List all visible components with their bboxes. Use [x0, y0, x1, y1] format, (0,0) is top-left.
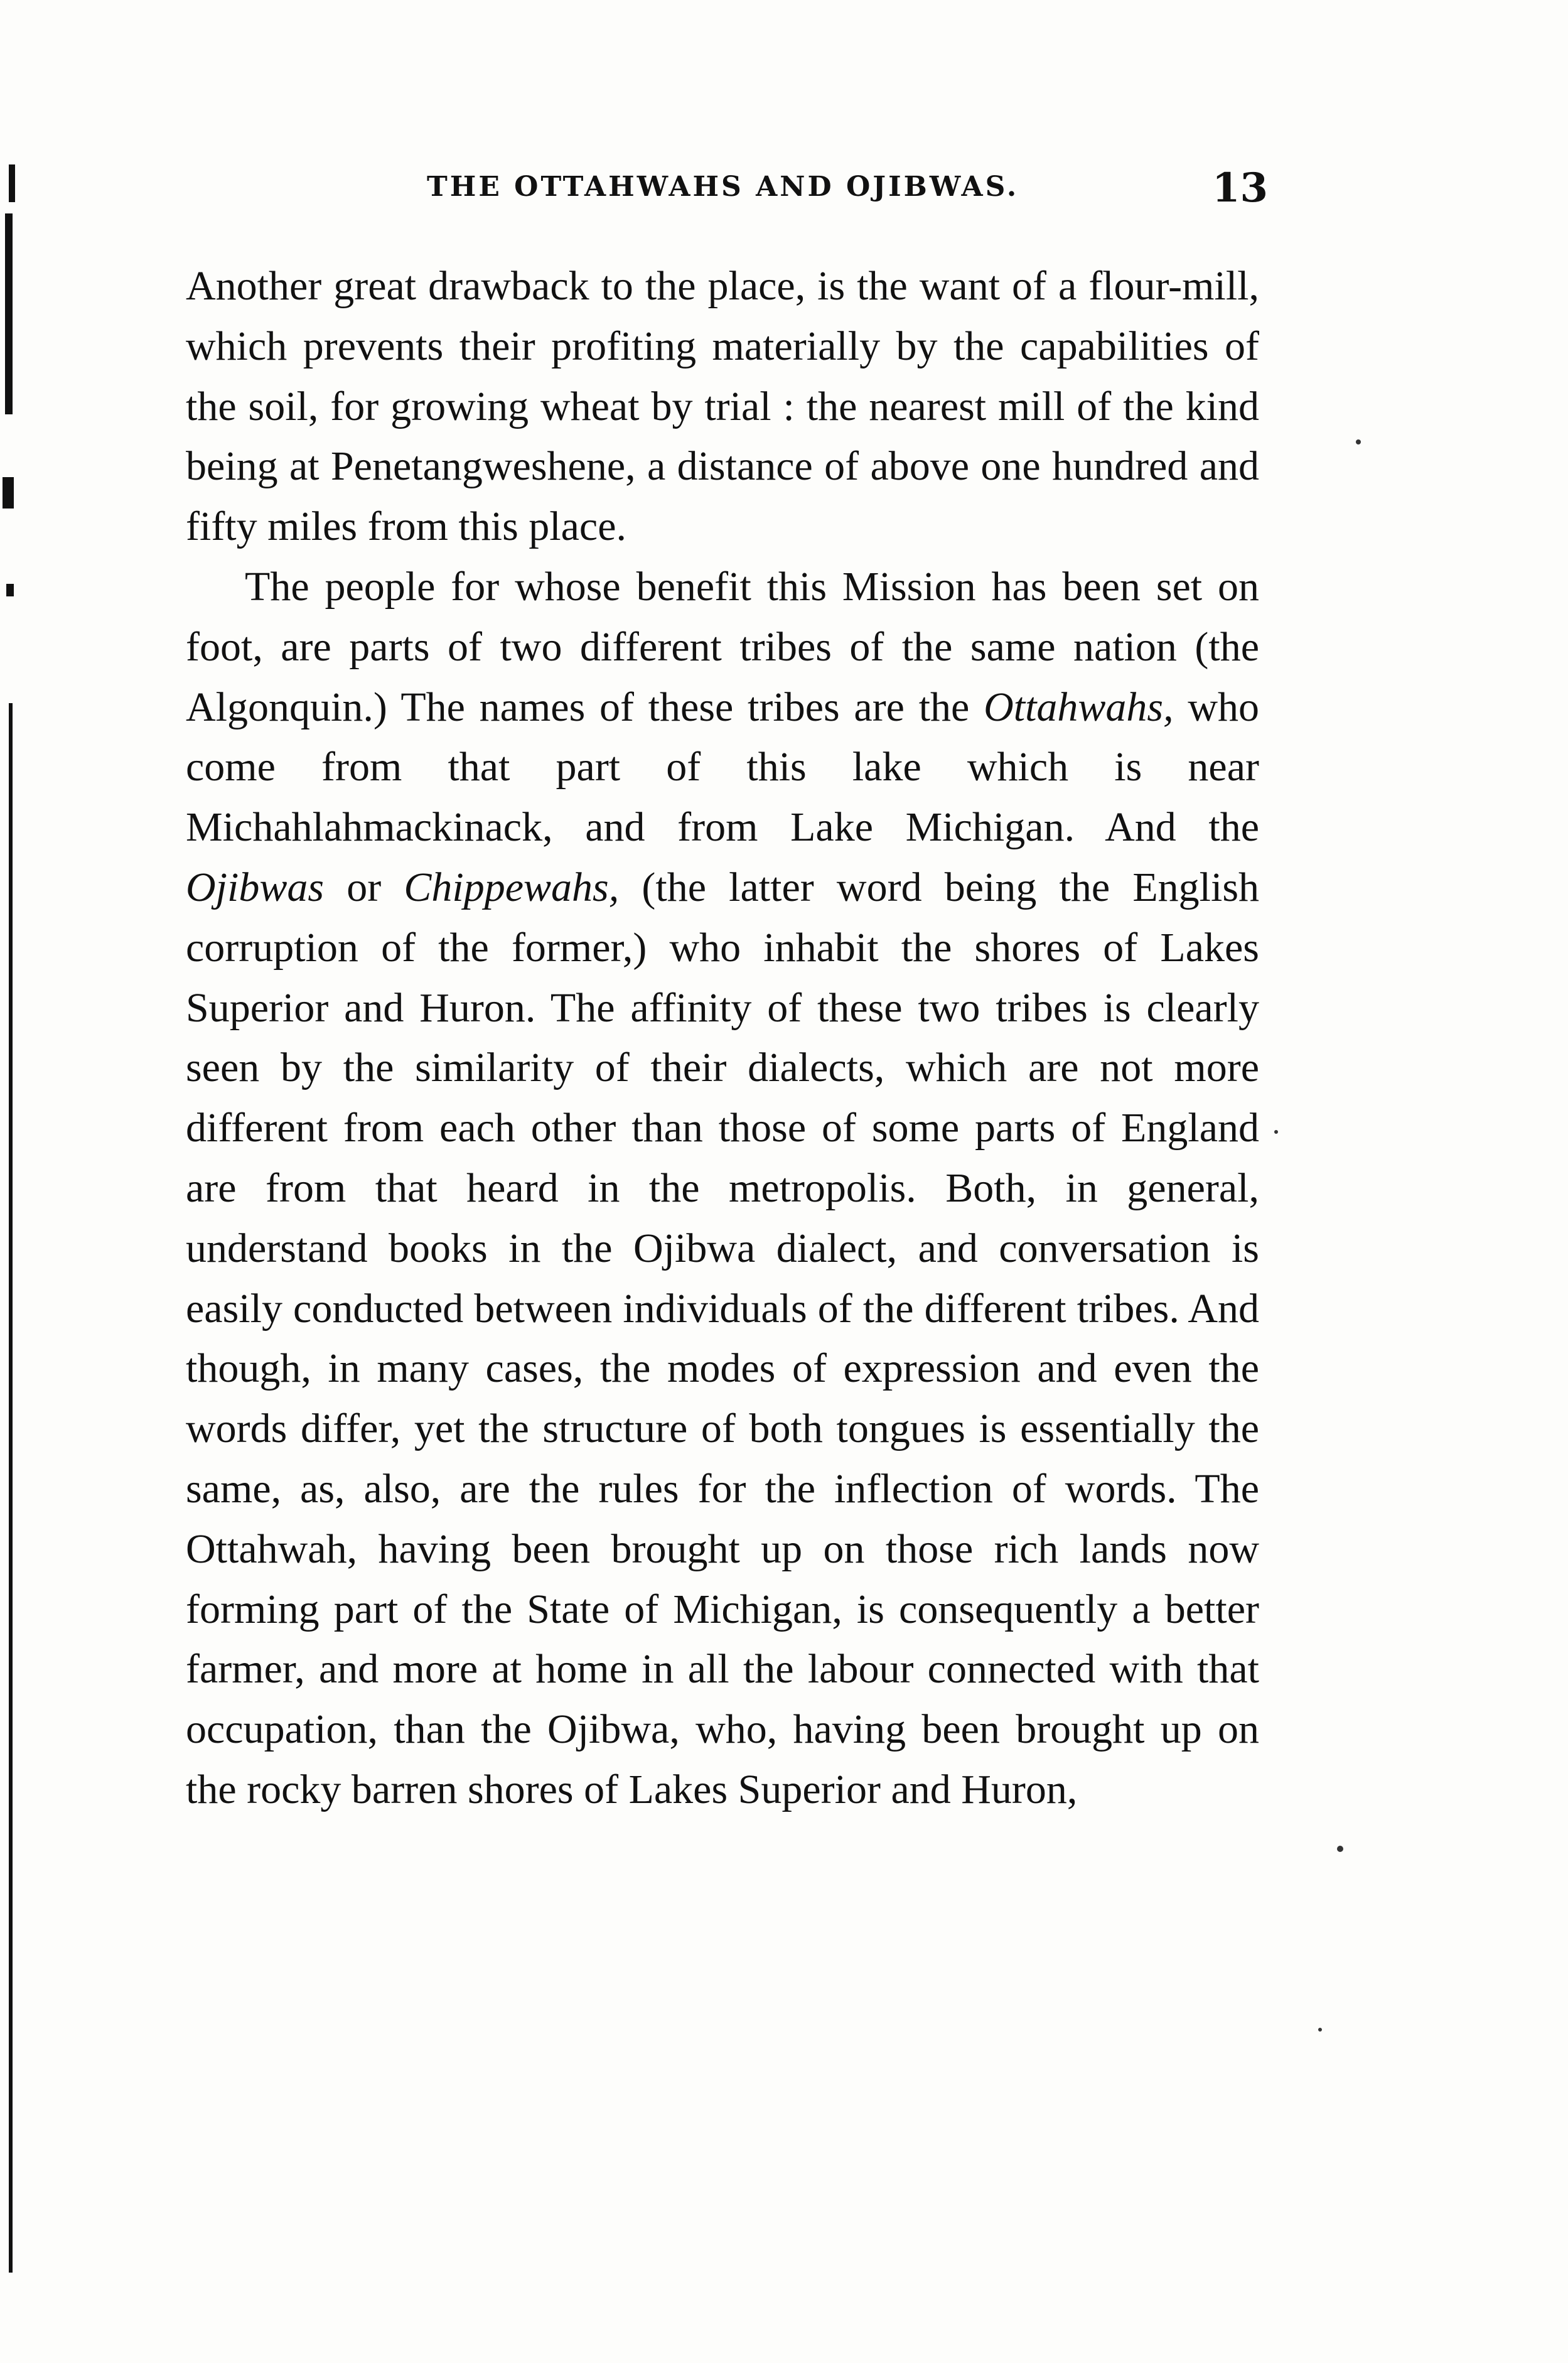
- margin-scan-mark: [5, 213, 13, 414]
- margin-scan-mark: [3, 477, 14, 509]
- text-run: Another great drawback to the place, is the want of a flour-mill, which prevents their profiting materially by the capabilities of the soil, for growing wheat by trial : the nearest mill of the kind being at Penetangweshene, a distance of above one hundred and fifty miles from this place.: [186, 263, 1259, 550]
- page-header: [188, 164, 1268, 221]
- text-run: or: [324, 864, 404, 910]
- margin-speck: [1318, 2028, 1322, 2032]
- page-number: 13: [1211, 164, 1268, 212]
- italic-term: Ojibwas: [186, 864, 325, 910]
- text-run: who come from that part of this lake which is near Michahlahmackinack, and from Lake Michigan. And the: [186, 684, 1259, 851]
- text-run: The people for whose benefit this Mission has been set on foot, are parts of two different tribes of the same nation (the Algonquin.) The names of these tribes are the: [186, 563, 1259, 730]
- margin-speck: [1274, 1130, 1278, 1134]
- italic-term: Ottahwahs,: [984, 684, 1174, 730]
- paragraph: [186, 256, 1259, 557]
- body-text: [186, 256, 1259, 1820]
- margin-speck: [1356, 439, 1361, 444]
- margin-scan-mark: [9, 164, 15, 202]
- margin-speck: [1337, 1846, 1343, 1852]
- text-run: (the latter word being the English corruption of the former,) who inhabit the shores of Lakes Superior and Huron. The affinity of these two tribes is clearly seen by the similarity of their dialects, which are not more different from each other than those of some parts of England are from that heard in the metropolis. Both, in general, understand books in the Ojibwa dialect, and conversation is easily conducted between individuals of the different tribes. And though, in many cases, the modes of expression and even the words differ, yet the structure of both tongues is essentially the same, as, also, are the rules for the inflection of words. The Ottahwah, having been brought up on those rich lands now forming part of the State of Michigan, is consequently a better farmer, and more at home in all the labour connected with that occupation, than the Ojibwa, who, having been brought up on the rocky barren shores of Lakes Superior and Huron,: [186, 864, 1260, 1812]
- margin-scan-mark: [6, 584, 14, 596]
- running-title: THE OTTAHWAHS AND OJIBWAS.: [427, 171, 1019, 203]
- paragraph: [186, 557, 1259, 1820]
- italic-term: Chippewahs,: [404, 864, 620, 910]
- margin-scan-mark: [9, 703, 13, 2273]
